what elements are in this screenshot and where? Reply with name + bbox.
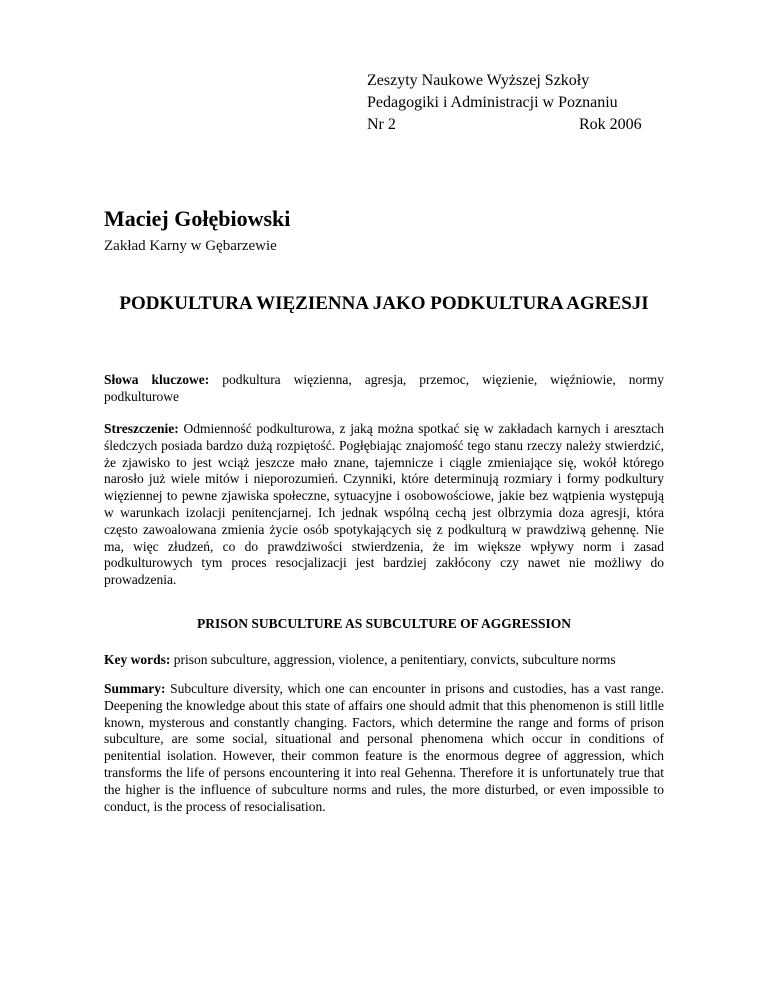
keywords-polish-label: Słowa kluczowe:	[104, 372, 223, 387]
issue-line	[367, 114, 667, 136]
author-name: Maciej Gołębiowski	[104, 206, 291, 231]
author-block	[104, 205, 664, 256]
abstract-english-label: Summary:	[104, 681, 171, 696]
abstract-polish-label: Streszczenie:	[104, 421, 184, 436]
keywords-english-text: prison subculture, aggression, violence, a penitentiary, convicts, subculture norms	[173, 652, 616, 667]
issue-year: Rok 2006	[579, 116, 642, 133]
journal-name-line-1: Zeszyty Naukowe Wyższej Szkoły	[367, 72, 590, 89]
title-polish: PODKULTURA WIĘZIENNA JAKO PODKULTURA AGRESJI	[119, 293, 649, 314]
keywords-polish	[104, 372, 664, 406]
abstract-polish-text: Odmienność podkulturowa, z jaką można spotkać się w zakładach karnych i aresztach śledczych posiada bardzo dużą rozpiętość. Pogłębiając znajomość tego stanu rzeczy należy stwierdzić, że zjawisko to jest wciąż jeszcze mało znane, tajemnicze i ciągle zmieniające się, wokół którego narosło już wiele mitów i nieporozumień. Czynniki, które determinują rozmiary i formy podkultury więziennej to pewne zjawiska społeczne, sytuacyjne i osobowościowe, jakie bez wątpienia występują w warunkach izolacji penitencjarnej. Ich jednak wspólną cechą jest olbrzymia doza agresji, która często zawoalowana zmienia życie osób spotykających się z podkulturą w prawdziwą gehennę. Nie ma, więc złudzeń, co do prawdziwości stwierdzenia, że im większe wpływy norm i zasad podkulturowych tym proces resocjalizacji jest bardziej zakłócony czy nawet nie możliwy do prowadzenia.	[104, 421, 664, 588]
abstract-english	[104, 681, 664, 815]
issue-number: Nr 2	[367, 116, 396, 133]
author-affiliation: Zakład Karny w Gębarzewie	[104, 238, 277, 254]
journal-name-line-2: Pedagogiki i Administracji w Poznaniu	[367, 94, 618, 111]
abstract-english-text: Subculture diversity, which one can encounter in prisons and custodies, has a vast range. Deepening the knowledge about this state of affairs one should admit that this phenomenon is still litlle known, mysterous and constantly changing. Factors, which determine the range and forms of prison subculture, are some social, situational and personal phenomena which occur in conditions of penitential isolation. However, their common feature is the enormous degree of aggression, which transforms the life of persons encountering it into real Gehenna. Therefore it is unfortunately true that the higher is the influence of subculture norms and rules, the more disturbed, or even impossible to conduct, is the process of resocialisation.	[104, 681, 664, 814]
keywords-english	[104, 652, 664, 669]
abstract-polish	[104, 421, 664, 589]
keywords-english-label: Key words:	[104, 652, 174, 667]
journal-header	[367, 70, 667, 136]
title-english: PRISON SUBCULTURE AS SUBCULTURE OF AGGRESSION	[197, 616, 571, 631]
keywords-polish-text: podkultura więzienna, agresja, przemoc, więzienie, więźniowie, normy podkulturowe	[104, 372, 664, 404]
